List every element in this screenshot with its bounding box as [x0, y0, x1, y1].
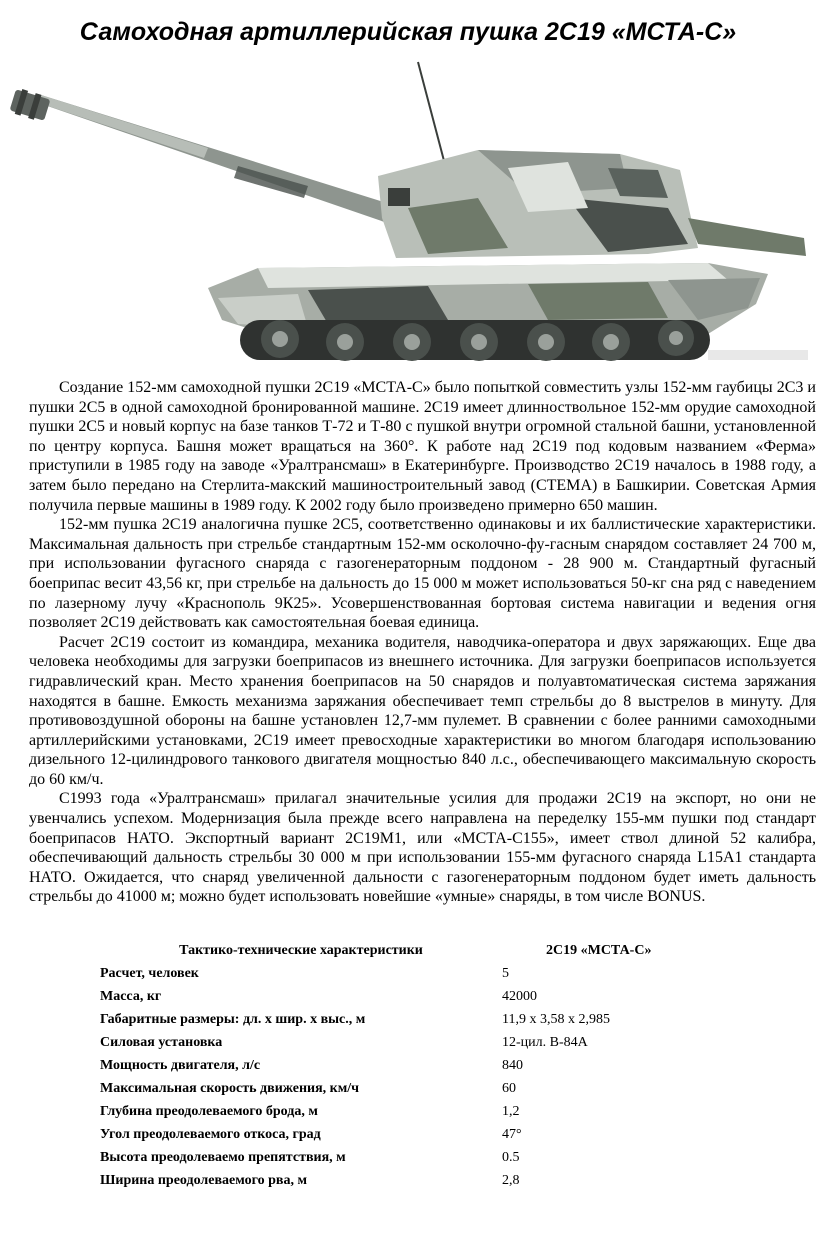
table-row: [100, 1054, 740, 1077]
paragraph: 152-мм пушка 2С19 аналогична пушке 2С5, соответственно одинаковы и их баллистические характеристики. Максимальная дальность при стрельбе стандартным 152-мм осколочно-фу-гасным снарядом составляет 24 700 м, при использовании фугасного снаряда с газогенераторным поддоном - 28 900 м. Стандартный фугасный боеприпас весит 43,56 кг, при стрельбе на дальность до 15 000 м может использоваться 50-кг сна ряд с наведением по лазерному лучу «Краснополь 9К25». Усовершенствованная бортовая система навигации и ведения огня позволяет 2С19 действовать как самостоятельная боевая единица.: [29, 516, 816, 632]
gun-barrel: [10, 89, 403, 226]
spec-label: Габаритные размеры: дл. х шир. х выс., м: [100, 1011, 366, 1027]
spec-value: 0.5: [502, 1149, 520, 1165]
table-header-row: [100, 940, 740, 962]
table-header-characteristics: Тактико-технические характеристики: [179, 943, 423, 958]
table-row: [100, 962, 740, 985]
spec-label: Силовая установка: [100, 1034, 223, 1050]
table-row: [100, 1077, 740, 1100]
turret: [378, 150, 698, 258]
spec-value: 47°: [502, 1126, 522, 1142]
article-body: [29, 378, 816, 907]
paragraph: С1993 года «Уралтрансмаш» прилагал значительные усилия для продажи 2С19 на экспорт, но они не увенчались успехом. Модернизация была прежде всего направлена на переделку 155-мм пушки под стандарт боеприпасов НАТО. Экспортный вариант 2С19М1, или «МСТА-С155», имеет ствол длиной 52 калибра, обеспечивающий дальность стрельбы 30 000 м при использовании 155-мм фугасного снаряда L15A1 стандарта НАТО. Ожидается, что снаряд увеличенной дальности с газогенераторным поддоном будет иметь дальность стрельбы до 41000 м; можно будет использовать новейшие «умные» снаряды, в том числе BONUS.: [29, 790, 816, 906]
paragraph: Расчет 2С19 состоит из командира, механика водителя, наводчика-оператора и двух заряжающих. Еще два человека необходимы для загрузки боеприпасов из внешнего источника. Для загрузки боеприпасов используется гидравлический кран. Место хранения боеприпасов на 50 снарядов и полуавтоматическая система заряжания находятся в башне. Емкость механизма заряжания обеспечивает темп стрельбы до 8 выстрелов в минуту. Для противовоздушной обороны на башне установлен 12,7-мм пулемет. В сравнении с более ранними самоходными артиллерийскими установками, 2С19 имеет превосходные характеристики во многом благодаря использованию дизельного 12-цилиндрового танкового двигателя мощностью 840 л.с., обеспечивающего максимальную скорость до 60 км/ч.: [29, 633, 816, 788]
spec-label: Масса, кг: [100, 988, 162, 1004]
page-title: Самоходная артиллерийская пушка 2С19 «МСТА-С»: [79, 18, 737, 46]
spec-value: 42000: [502, 988, 537, 1004]
table-row: [100, 1123, 740, 1146]
table-row: [100, 1008, 740, 1031]
table-row: [100, 985, 740, 1008]
spec-value: 60: [502, 1080, 516, 1096]
spec-value: 1,2: [502, 1103, 520, 1119]
howitzer-photo: [8, 58, 808, 374]
table-row: [100, 1031, 740, 1054]
rear-equipment: [688, 218, 806, 256]
spec-label: Высота преодолеваемо препятствия, м: [100, 1149, 346, 1165]
spec-value: 11,9 х 3,58 х 2,985: [502, 1011, 610, 1027]
antenna: [418, 62, 448, 176]
spec-label: Угол преодолеваемого откоса, град: [100, 1126, 321, 1142]
spec-value: 2,8: [502, 1172, 520, 1188]
tracks: [240, 320, 710, 361]
spec-label: Ширина преодолеваемого рва, м: [100, 1172, 308, 1188]
spec-label: Глубина преодолеваемого брода, м: [100, 1103, 318, 1119]
spec-value: 840: [502, 1057, 523, 1073]
spec-label: Максимальная скорость движения, км/ч: [100, 1080, 360, 1096]
spec-label: Мощность двигателя, л/с: [100, 1057, 261, 1073]
table-header-model: 2С19 «МСТА-С»: [546, 943, 652, 958]
table-row: [100, 1146, 740, 1169]
paragraph: Создание 152-мм самоходной пушки 2С19 «МСТА-С» было попыткой совместить узлы 152-мм гаубицы 2С3 и пушки 2С5 в одной самоходной бронированной машине. 2С19 имеет длинноствольное 152-мм орудие самоходной пушки 2С5 и новый корпус на базе танков Т-72 и Т-80 с пушкой внутри огромной стальной башни, установленной по центру корпуса. Башня может вращаться на 360°. К работе над 2С19 под кодовым названием «Ферма» приступили в 1985 году на заводе «Уралтрансмаш» в Екатеринбурге. Производство 2С19 началось в 1988 году, а затем было передано на Стерлита-макский машиностроительный завод (СТЕМА) в Башкирии. Советская Армия получила первые машины в 1989 году. К 2002 году было произведено примерно 650 машин.: [29, 379, 816, 514]
spec-value: 5: [502, 965, 509, 981]
table-row: [100, 1100, 740, 1123]
table-row: [100, 1169, 740, 1192]
spec-label: Расчет, человек: [100, 965, 199, 981]
spec-value: 12-цил. В-84А: [502, 1034, 588, 1050]
specs-table: [100, 940, 740, 1192]
